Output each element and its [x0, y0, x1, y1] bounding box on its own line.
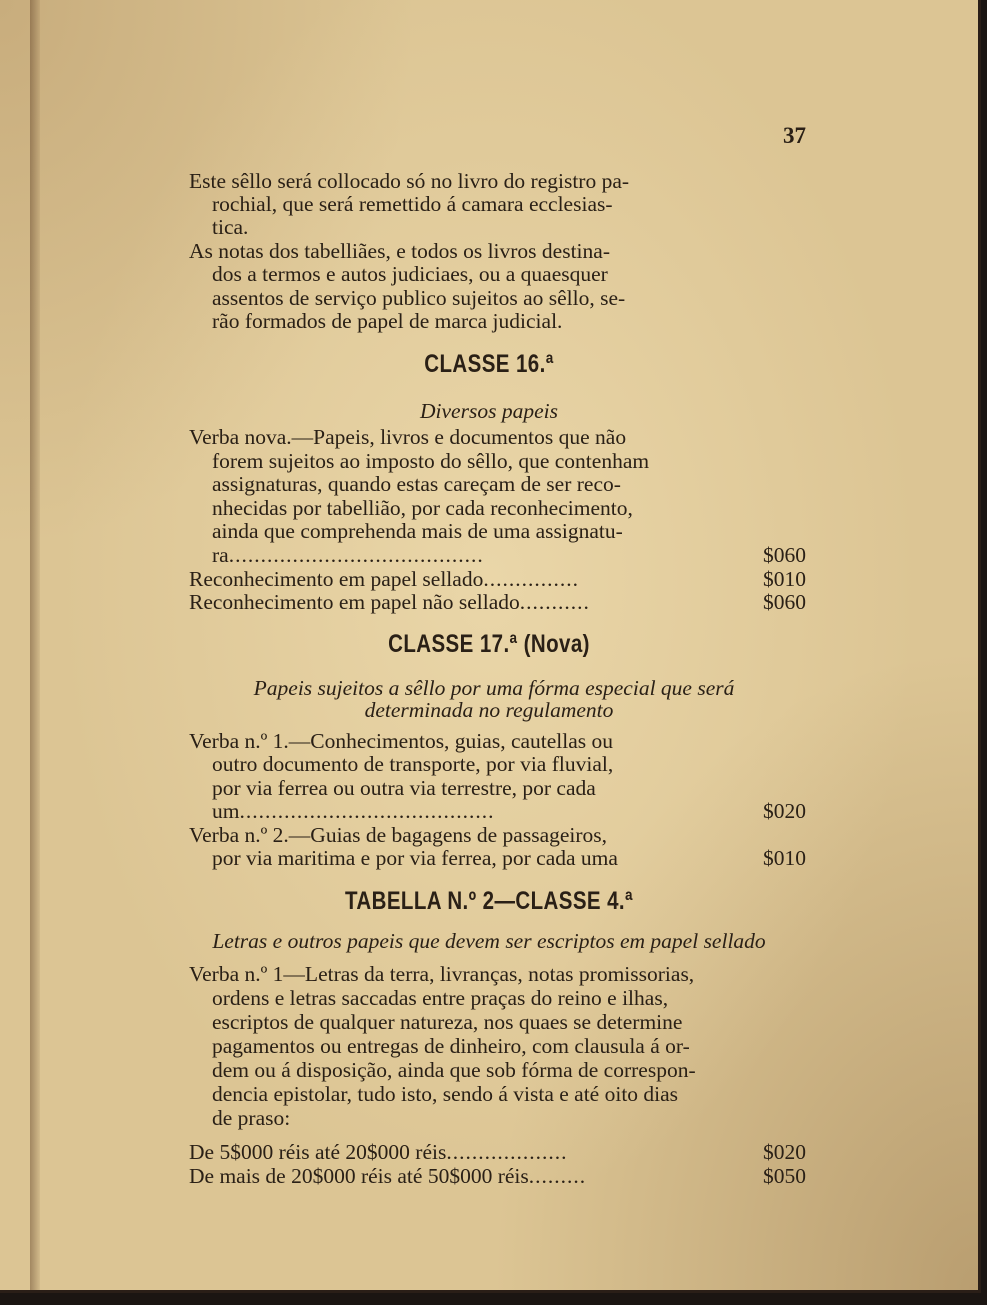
classe-16-item-label: Reconhecimento em papel não sellado........... [189, 590, 590, 614]
classe-17-subtitle: determinada no regulamento [364, 698, 614, 722]
intro-line: rochial, que será remettido á camara ecclesias- [212, 192, 613, 216]
classe-17-line: outro documento de transporte, por via fluvial, [212, 752, 614, 776]
tabella-item-price: $050 [763, 1164, 806, 1188]
intro-line: assentos de serviço publico sujeitos ao sêllo, se- [212, 286, 626, 310]
classe-16-line: forem sujeitos ao imposto do sêllo, que contenham [212, 449, 650, 473]
classe-16-heading: CLASSE 16.ª [424, 350, 554, 378]
tabella-heading: TABELLA N.º 2—CLASSE 4.ª [344, 887, 634, 915]
intro-line: Este sêllo será collocado só no livro do registro pa- [189, 169, 630, 193]
classe-16-item-label: Reconhecimento em papel sellado............... [189, 567, 579, 591]
tabella-item-price: $020 [763, 1140, 806, 1164]
classe-17-item-price: $010 [763, 846, 806, 870]
tabella-item-label: De 5$000 réis até 20$000 réis................... [189, 1140, 568, 1164]
classe-17-line: Verba n.º 2.—Guias de bagagens de passageiros, [189, 823, 608, 847]
intro-line: tica. [212, 215, 249, 239]
tabella-line: Verba n.º 1—Letras da terra, livranças, notas promissorias, [189, 962, 695, 986]
intro-line: dos a termos e autos judiciaes, ou a quaesquer [212, 262, 608, 286]
tabella-line: dencia epistolar, tudo isto, sendo á vista e até oito dias [212, 1082, 679, 1106]
classe-17-item-label: por via maritima e por via ferrea, por cada uma [212, 846, 618, 870]
classe-16-line: ainda que comprehenda mais de uma assignatu- [212, 519, 623, 543]
page-fold-shadow [30, 0, 40, 1290]
classe-16-item-price: $060 [763, 543, 806, 567]
tabella-line: pagamentos ou entregas de dinheiro, com clausula á or- [212, 1034, 690, 1058]
classe-16-line: assignaturas, quando estas careçam de ser reco- [212, 472, 621, 496]
classe-16-item-label: ra........................................ [212, 543, 484, 567]
classe-16-item-price: $060 [763, 590, 806, 614]
classe-17-heading: CLASSE 17.ª (Nova) [388, 630, 590, 658]
tabella-subtitle: Letras e outros papeis que devem ser escriptos em papel sellado [212, 929, 766, 953]
classe-17-item-label: um........................................ [212, 799, 495, 823]
page-number: 37 [783, 123, 806, 148]
classe-17-line: Verba n.º 1.—Conhecimentos, guias, cautellas ou [189, 729, 614, 753]
classe-17-line: por via ferrea ou outra via terrestre, por cada [212, 776, 596, 800]
tabella-item-label: De mais de 20$000 réis até 50$000 réis......... [189, 1164, 587, 1188]
classe-16-line: Verba nova.—Papeis, livros e documentos que não [189, 425, 627, 449]
tabella-line: de praso: [212, 1106, 291, 1130]
tabella-line: escriptos de qualquer natureza, nos quaes se determine [212, 1010, 683, 1034]
intro-line: rão formados de papel de marca judicial. [212, 309, 563, 333]
tabella-line: dem ou á disposição, ainda que sob fórma de correspon- [212, 1058, 696, 1082]
tabella-line: ordens e letras saccadas entre praças do reino e ilhas, [212, 986, 669, 1010]
classe-16-item-price: $010 [763, 567, 806, 591]
classe-16-line: nhecidas por tabellião, por cada reconhecimento, [212, 496, 633, 520]
intro-line: As notas dos tabelliães, e todos os livros destina- [189, 239, 610, 263]
classe-17-subtitle: Papeis sujeitos a sêllo por uma fórma especial que será [253, 676, 735, 700]
classe-17-item-price: $020 [763, 799, 806, 823]
classe-16-subtitle: Diversos papeis [420, 399, 558, 423]
